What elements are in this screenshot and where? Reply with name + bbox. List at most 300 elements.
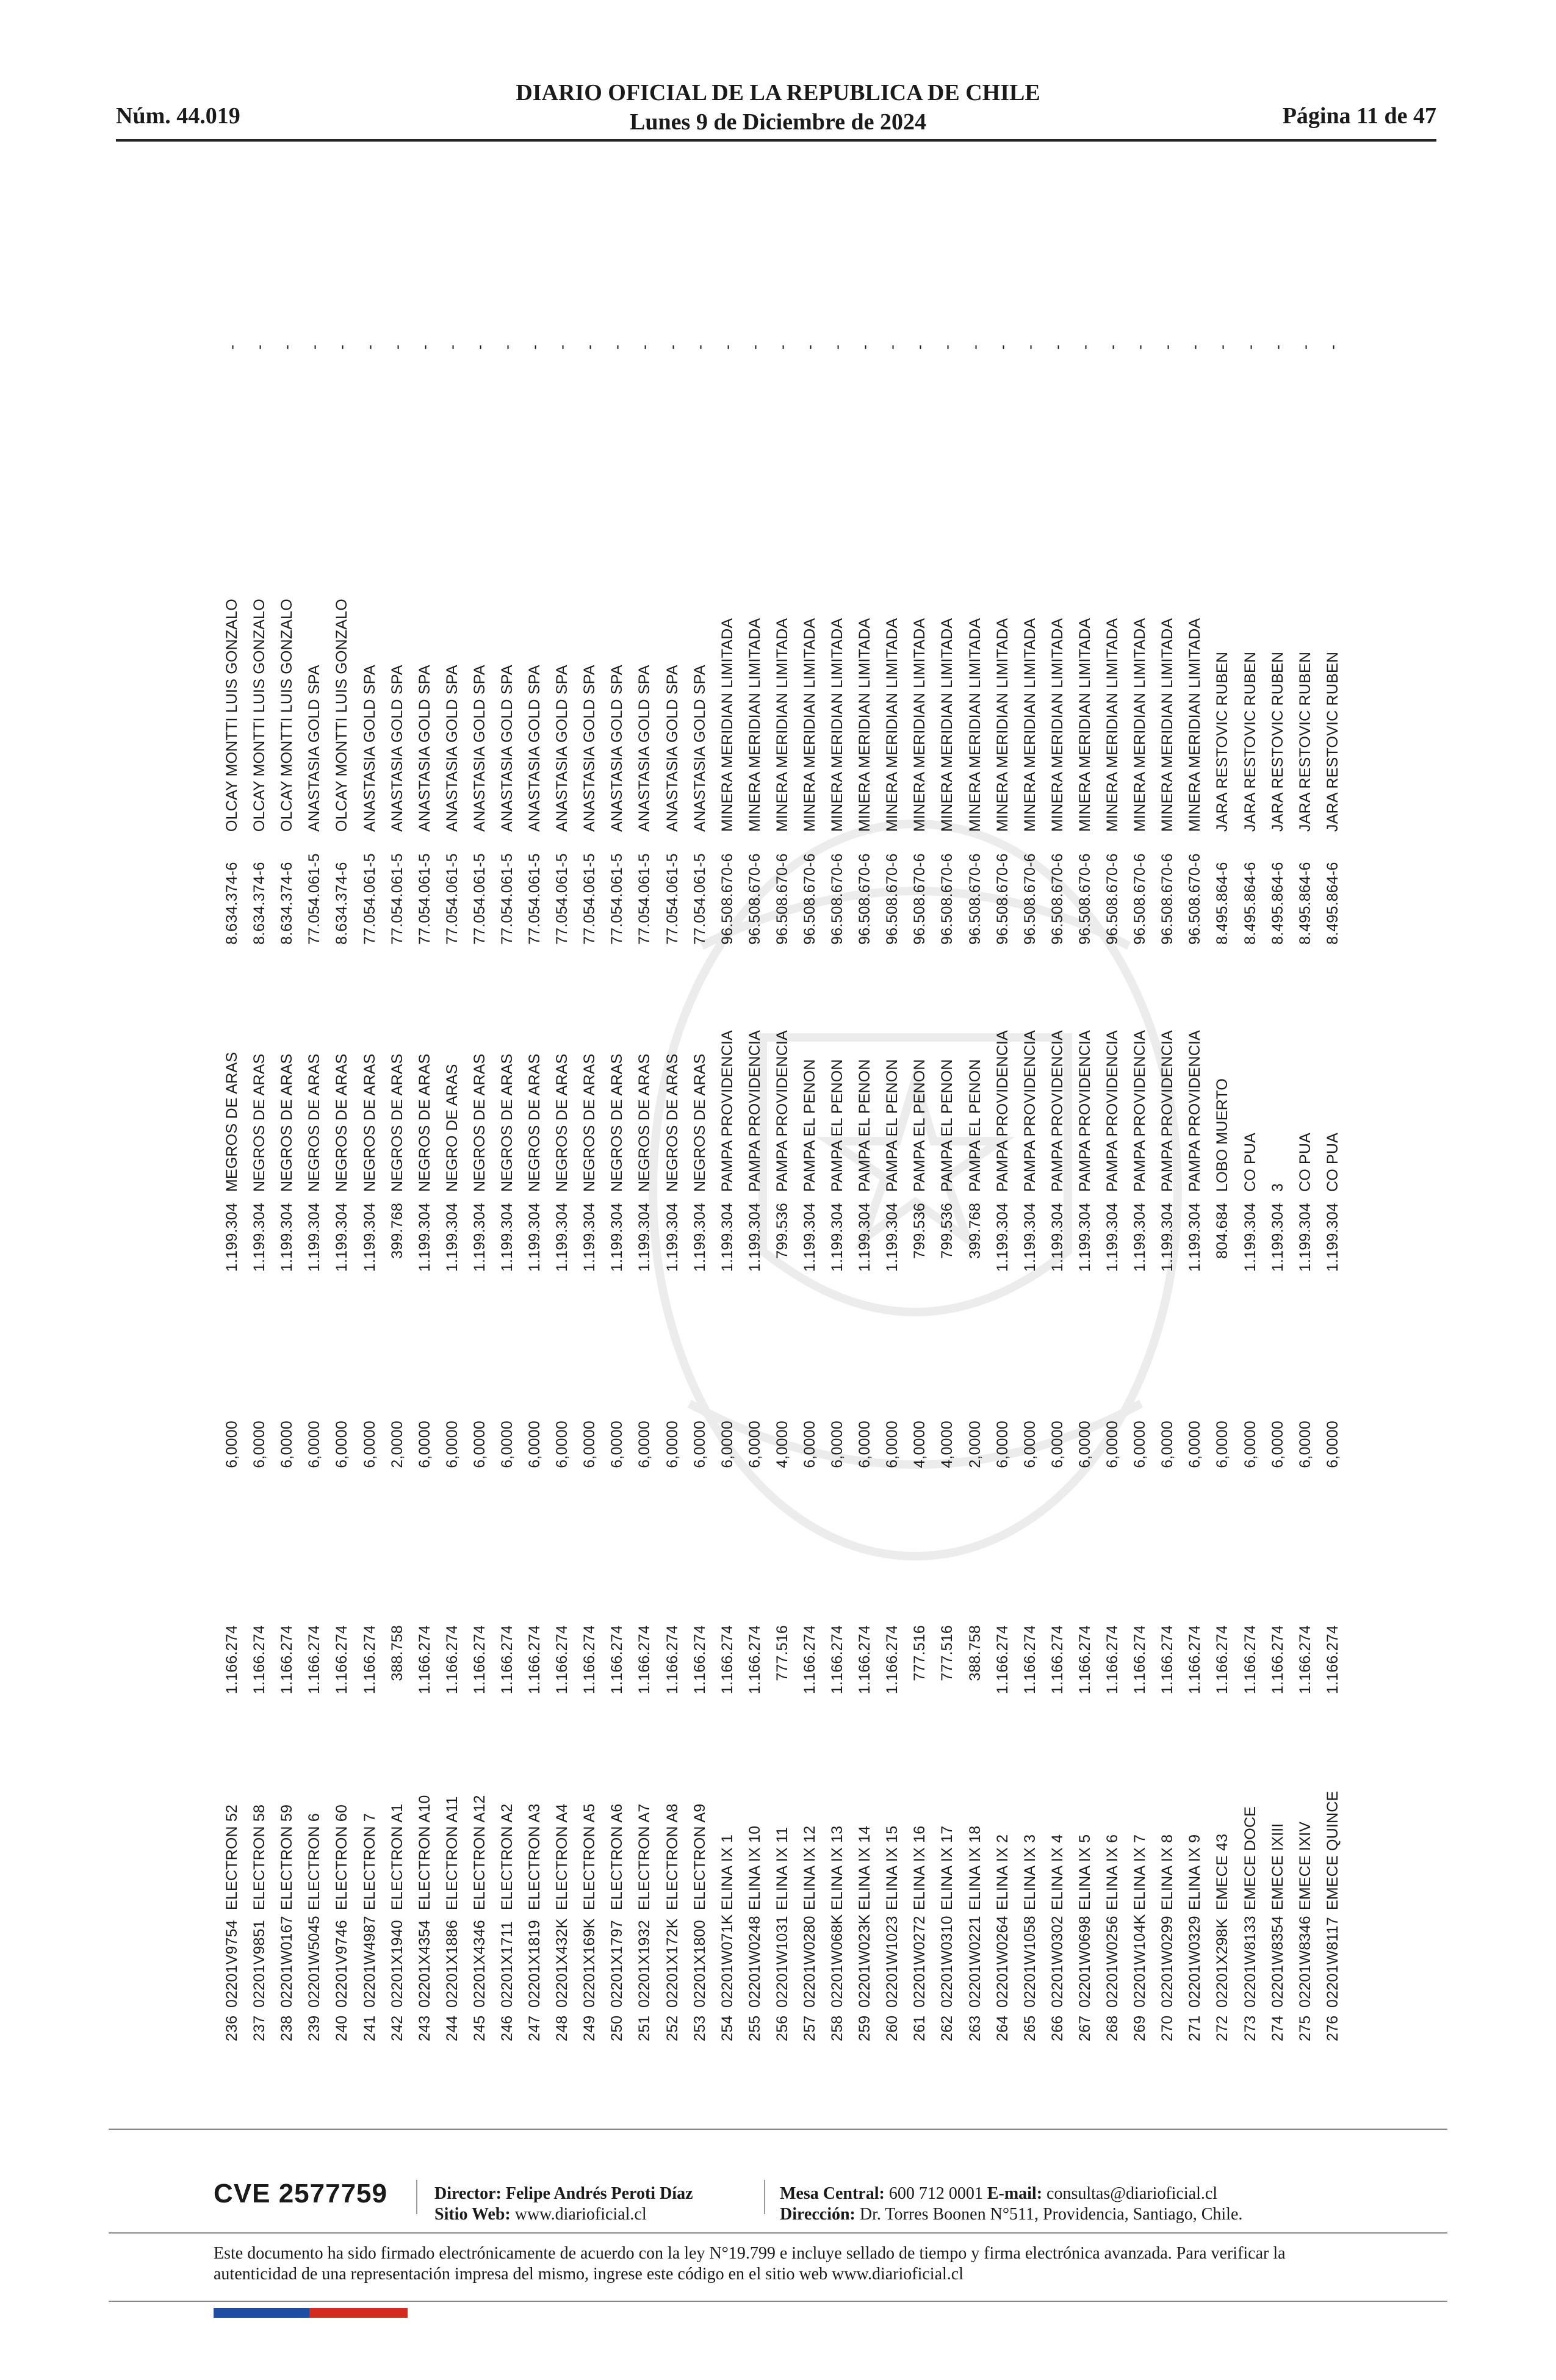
owner-name-cell: OLCAY MONTTI LUIS GONZALO [251, 599, 268, 832]
dash-marker-cell: - [1324, 344, 1341, 350]
location-name-cell: NEGROS DE ARAS [581, 1053, 599, 1192]
concession-name-cell: ELINA IX 5 [1076, 1834, 1093, 1910]
table-row [1209, 217, 1236, 2041]
dash-marker-cell: - [361, 344, 378, 350]
concession-name-cell: ELECTRON A2 [498, 1803, 516, 1910]
concession-code-cell: 02201W071K [718, 1914, 736, 2008]
concession-code-cell: 02201W0256 [1104, 1916, 1122, 2008]
location-name-cell: PAMPA PROVIDENCIA [1186, 1030, 1204, 1192]
director-block [434, 2183, 693, 2225]
factor-value-cell: 6,0000 [278, 1421, 296, 1468]
contact-block [780, 2183, 1242, 2225]
dash-marker-cell: - [829, 344, 846, 350]
value-3-cell: 1.199.304 [1104, 1203, 1122, 1272]
dash-marker-cell: - [526, 344, 544, 350]
owner-rut-cell: 77.054.061-5 [581, 853, 599, 945]
concession-code-cell: 02201W0698 [1076, 1916, 1093, 2008]
factor-value-cell: 6,0000 [884, 1421, 901, 1468]
concession-code-cell: 02201X172K [663, 1918, 681, 2008]
value-3-cell: 799.536 [911, 1203, 929, 1259]
concession-name-cell: ELINA IX 18 [966, 1825, 984, 1910]
owner-rut-cell: 77.054.061-5 [498, 853, 516, 945]
factor-value-cell: 6,0000 [691, 1421, 708, 1468]
row-number-cell: 258 [829, 2015, 846, 2041]
table-row [273, 217, 301, 2041]
owner-name-cell: MINERA MERIDIAN LIMITADA [829, 618, 846, 832]
row-number-cell: 264 [993, 2015, 1011, 2041]
table-row [1017, 217, 1044, 2041]
value-1-cell: 1.166.274 [856, 1625, 874, 1695]
row-number-cell: 269 [1131, 2015, 1149, 2041]
owner-rut-cell: 8.634.374-6 [251, 862, 268, 945]
dash-marker-cell: - [1214, 344, 1231, 350]
owner-name-cell: MINERA MERIDIAN LIMITADA [718, 618, 736, 832]
location-name-cell: CO PUA [1241, 1132, 1259, 1192]
owner-name-cell: JARA RESTOVIC RUBEN [1324, 651, 1341, 832]
location-name-cell: MEGROS DE ARAS [223, 1051, 241, 1192]
row-number-cell: 243 [416, 2015, 433, 2041]
footer-separator [416, 2180, 417, 2214]
concession-name-cell: ELECTRON A5 [581, 1803, 599, 1910]
value-3-cell: 1.199.304 [746, 1203, 763, 1272]
owner-rut-cell: 96.508.670-6 [1131, 853, 1149, 945]
owner-rut-cell: 96.508.670-6 [1104, 853, 1122, 945]
concession-code-cell: 02201W068K [829, 1914, 846, 2008]
concession-name-cell: ELINA IX 17 [938, 1825, 956, 1910]
concession-code-cell: 02201X1797 [608, 1920, 626, 2008]
owner-rut-cell: 96.508.670-6 [1159, 853, 1176, 945]
flag-red-segment [309, 2308, 408, 2318]
dash-marker-cell: - [388, 344, 406, 350]
row-number-cell: 261 [911, 2015, 929, 2041]
value-1-cell: 1.166.274 [361, 1625, 378, 1695]
owner-name-cell: MINERA MERIDIAN LIMITADA [1131, 618, 1149, 832]
concession-name-cell: ELECTRON 7 [361, 1813, 378, 1910]
table-row [576, 217, 603, 2041]
owner-rut-cell: 96.508.670-6 [746, 853, 763, 945]
location-name-cell: PAMPA EL PENON [938, 1059, 956, 1192]
location-name-cell: NEGROS DE ARAS [361, 1053, 378, 1192]
factor-value-cell: 6,0000 [718, 1421, 736, 1468]
table-row [1154, 217, 1181, 2041]
dash-marker-cell: - [498, 344, 516, 350]
value-1-cell: 1.166.274 [993, 1625, 1011, 1695]
director-label: Director: [434, 2184, 502, 2203]
value-1-cell: 1.166.274 [306, 1625, 323, 1695]
location-name-cell: NEGROS DE ARAS [470, 1053, 488, 1192]
owner-rut-cell: 96.508.670-6 [993, 853, 1011, 945]
factor-value-cell: 6,0000 [636, 1421, 654, 1468]
value-1-cell: 1.166.274 [333, 1625, 351, 1695]
value-3-cell: 1.199.304 [223, 1203, 241, 1272]
concession-code-cell: 02201X1932 [636, 1920, 654, 2008]
factor-value-cell: 6,0000 [416, 1421, 433, 1468]
location-name-cell: PAMPA PROVIDENCIA [1131, 1030, 1149, 1192]
owner-name-cell: ANASTASIA GOLD SPA [388, 665, 406, 832]
owner-rut-cell: 77.054.061-5 [526, 853, 544, 945]
row-number-cell: 271 [1186, 2015, 1204, 2041]
concession-name-cell: ELINA IX 3 [1021, 1834, 1039, 1910]
table-row [494, 217, 521, 2041]
value-3-cell: 1.199.304 [1131, 1203, 1149, 1272]
value-3-cell: 1.199.304 [1296, 1203, 1314, 1272]
value-1-cell: 1.166.274 [1269, 1625, 1286, 1695]
factor-value-cell: 6,0000 [829, 1421, 846, 1468]
row-number-cell: 254 [718, 2015, 736, 2041]
concession-name-cell: ELINA IX 15 [884, 1825, 901, 1910]
factor-value-cell: 4,0000 [773, 1421, 791, 1468]
footer-divider-middle [109, 2232, 1447, 2234]
value-1-cell: 1.166.274 [416, 1625, 433, 1695]
concession-name-cell: ELINA IX 8 [1159, 1834, 1176, 1910]
value-1-cell: 1.166.274 [608, 1625, 626, 1695]
value-1-cell: 1.166.274 [1104, 1625, 1122, 1695]
owner-rut-cell: 77.054.061-5 [361, 853, 378, 945]
mining-concessions-table [218, 217, 1341, 2041]
row-number-cell: 247 [526, 2015, 544, 2041]
table-row [769, 217, 796, 2041]
owner-rut-cell: 8.634.374-6 [333, 862, 351, 945]
factor-value-cell: 6,0000 [993, 1421, 1011, 1468]
table-row [603, 217, 631, 2041]
table-row [824, 217, 851, 2041]
concession-name-cell: ELECTRON A6 [608, 1803, 626, 1910]
owner-rut-cell: 77.054.061-5 [608, 853, 626, 945]
owner-name-cell: ANASTASIA GOLD SPA [443, 665, 461, 832]
value-1-cell: 388.758 [966, 1625, 984, 1681]
concession-name-cell: EMECE 43 [1214, 1833, 1231, 1910]
owner-rut-cell: 77.054.061-5 [306, 853, 323, 945]
row-number-cell: 255 [746, 2015, 763, 2041]
concession-code-cell: 02201W1023 [884, 1916, 901, 2008]
row-number-cell: 259 [856, 2015, 874, 2041]
location-name-cell: PAMPA PROVIDENCIA [1021, 1030, 1039, 1192]
value-1-cell: 1.166.274 [801, 1625, 819, 1695]
concession-code-cell: 02201W0264 [993, 1916, 1011, 2008]
concession-name-cell: ELINA IX 6 [1104, 1834, 1122, 1910]
value-1-cell: 1.166.274 [718, 1625, 736, 1695]
row-number-cell: 240 [333, 2015, 351, 2041]
row-number-cell: 267 [1076, 2015, 1093, 2041]
factor-value-cell: 6,0000 [526, 1421, 544, 1468]
newspaper-title-line1: DIARIO OFICIAL DE LA REPUBLICA DE CHILE [516, 80, 1040, 106]
value-1-cell: 1.166.274 [526, 1625, 544, 1695]
value-1-cell: 1.166.274 [1241, 1625, 1259, 1695]
dash-marker-cell: - [608, 344, 626, 350]
factor-value-cell: 4,0000 [938, 1421, 956, 1468]
value-1-cell: 777.516 [938, 1625, 956, 1681]
mesa-phone: 600 712 0001 [888, 2184, 983, 2203]
row-number-cell: 266 [1048, 2015, 1066, 2041]
owner-rut-cell: 8.495.864-6 [1269, 862, 1286, 945]
row-number-cell: 236 [223, 2015, 241, 2041]
row-number-cell: 242 [388, 2015, 406, 2041]
value-1-cell: 777.516 [911, 1625, 929, 1681]
value-1-cell: 1.166.274 [829, 1625, 846, 1695]
location-name-cell: CO PUA [1324, 1132, 1341, 1192]
owner-rut-cell: 96.508.670-6 [856, 853, 874, 945]
factor-value-cell: 6,0000 [306, 1421, 323, 1468]
value-3-cell: 1.199.304 [1269, 1203, 1286, 1272]
location-name-cell: 3 [1269, 1183, 1286, 1192]
value-3-cell: 1.199.304 [553, 1203, 571, 1272]
row-number-cell: 239 [306, 2015, 323, 2041]
value-3-cell: 1.199.304 [884, 1203, 901, 1272]
location-name-cell: NEGROS DE ARAS [608, 1053, 626, 1192]
row-number-cell: 238 [278, 2015, 296, 2041]
factor-value-cell: 6,0000 [1159, 1421, 1176, 1468]
owner-name-cell: ANASTASIA GOLD SPA [526, 665, 544, 832]
dash-marker-cell: - [223, 344, 241, 350]
dash-marker-cell: - [553, 344, 571, 350]
owner-name-cell: MINERA MERIDIAN LIMITADA [1159, 618, 1176, 832]
address-value: Dr. Torres Boonen N°511, Providencia, Santiago, Chile. [859, 2205, 1243, 2224]
location-name-cell: CO PUA [1296, 1132, 1314, 1192]
value-1-cell: 1.166.274 [1214, 1625, 1231, 1695]
concession-code-cell: 02201V9754 [223, 1920, 241, 2008]
value-1-cell: 1.166.274 [1324, 1625, 1341, 1695]
value-3-cell: 1.199.304 [361, 1203, 378, 1272]
location-name-cell: NEGROS DE ARAS [691, 1053, 708, 1192]
concession-name-cell: ELECTRON 60 [333, 1804, 351, 1910]
factor-value-cell: 6,0000 [1186, 1421, 1204, 1468]
dash-marker-cell: - [636, 344, 654, 350]
concession-code-cell: 02201W0167 [278, 1916, 296, 2008]
value-3-cell: 1.199.304 [443, 1203, 461, 1272]
concession-name-cell: ELECTRON A1 [388, 1803, 406, 1910]
owner-name-cell: OLCAY MONTTI LUIS GONZALO [278, 599, 296, 832]
owner-rut-cell: 77.054.061-5 [663, 853, 681, 945]
table-row [659, 217, 686, 2041]
owner-name-cell: ANASTASIA GOLD SPA [608, 665, 626, 832]
dash-marker-cell: - [1296, 344, 1314, 350]
table-row [328, 217, 356, 2041]
dash-marker-cell: - [1048, 344, 1066, 350]
concession-name-cell: ELECTRON A11 [443, 1796, 461, 1910]
address-label: Dirección: [780, 2205, 855, 2224]
factor-value-cell: 6,0000 [1296, 1421, 1314, 1468]
row-number-cell: 260 [884, 2015, 901, 2041]
value-3-cell: 399.768 [966, 1203, 984, 1259]
value-1-cell: 1.166.274 [223, 1625, 241, 1695]
owner-rut-cell: 8.634.374-6 [278, 862, 296, 945]
row-number-cell: 248 [553, 2015, 571, 2041]
location-name-cell: NEGROS DE ARAS [306, 1053, 323, 1192]
value-3-cell: 1.199.304 [856, 1203, 874, 1272]
dash-marker-cell: - [884, 344, 901, 350]
value-3-cell: 1.199.304 [1159, 1203, 1176, 1272]
owner-name-cell: ANASTASIA GOLD SPA [416, 665, 433, 832]
row-number-cell: 252 [663, 2015, 681, 2041]
table-row [686, 217, 714, 2041]
concession-code-cell: 02201W0272 [911, 1916, 929, 2008]
row-number-cell: 245 [470, 2015, 488, 2041]
factor-value-cell: 6,0000 [1324, 1421, 1341, 1468]
owner-rut-cell: 77.054.061-5 [553, 853, 571, 945]
owner-name-cell: MINERA MERIDIAN LIMITADA [746, 618, 763, 832]
factor-value-cell: 6,0000 [333, 1421, 351, 1468]
owner-name-cell: ANASTASIA GOLD SPA [361, 665, 378, 832]
owner-name-cell: JARA RESTOVIC RUBEN [1296, 651, 1314, 832]
dash-marker-cell: - [1159, 344, 1176, 350]
row-number-cell: 256 [773, 2015, 791, 2041]
table-row [521, 217, 549, 2041]
concession-name-cell: ELINA IX 11 [773, 1826, 791, 1910]
owner-rut-cell: 96.508.670-6 [911, 853, 929, 945]
factor-value-cell: 2,0000 [388, 1421, 406, 1468]
concession-name-cell: ELECTRON A4 [553, 1803, 571, 1910]
value-3-cell: 1.199.304 [718, 1203, 736, 1272]
concession-name-cell: ELINA IX 1 [718, 1834, 736, 1910]
location-name-cell: PAMPA PROVIDENCIA [1076, 1030, 1093, 1192]
value-1-cell: 1.166.274 [1159, 1625, 1176, 1695]
concession-name-cell: ELINA IX 4 [1048, 1834, 1066, 1910]
location-name-cell: PAMPA EL PENON [801, 1059, 819, 1192]
value-1-cell: 1.166.274 [691, 1625, 708, 1695]
factor-value-cell: 2,0000 [966, 1421, 984, 1468]
concession-name-cell: ELECTRON 58 [251, 1804, 268, 1910]
value-1-cell: 1.166.274 [884, 1625, 901, 1695]
row-number-cell: 275 [1296, 2015, 1314, 2041]
dash-marker-cell: - [333, 344, 351, 350]
location-name-cell: PAMPA PROVIDENCIA [746, 1030, 763, 1192]
table-row [301, 217, 328, 2041]
row-number-cell: 265 [1021, 2015, 1039, 2041]
cve-code: CVE 2577759 [214, 2179, 387, 2209]
value-3-cell: 1.199.304 [1076, 1203, 1093, 1272]
owner-name-cell: ANASTASIA GOLD SPA [306, 665, 323, 832]
table-row [1072, 217, 1099, 2041]
owner-name-cell: JARA RESTOVIC RUBEN [1241, 651, 1259, 832]
location-name-cell: PAMPA PROVIDENCIA [993, 1030, 1011, 1192]
value-3-cell: 1.199.304 [1324, 1203, 1341, 1272]
concession-code-cell: 02201W8133 [1241, 1916, 1259, 2008]
value-3-cell: 1.199.304 [636, 1203, 654, 1272]
table-row [989, 217, 1017, 2041]
table-row [1236, 217, 1264, 2041]
owner-name-cell: OLCAY MONTTI LUIS GONZALO [333, 599, 351, 832]
dash-marker-cell: - [306, 344, 323, 350]
dash-marker-cell: - [278, 344, 296, 350]
concession-name-cell: ELECTRON A12 [470, 1795, 488, 1910]
owner-rut-cell: 96.508.670-6 [773, 853, 791, 945]
owner-rut-cell: 96.508.670-6 [801, 853, 819, 945]
table-row [1044, 217, 1072, 2041]
owner-rut-cell: 77.054.061-5 [443, 853, 461, 945]
dash-marker-cell: - [856, 344, 874, 350]
location-name-cell: NEGROS DE ARAS [278, 1053, 296, 1192]
owner-rut-cell: 96.508.670-6 [1186, 853, 1204, 945]
value-3-cell: 1.199.304 [663, 1203, 681, 1272]
dash-marker-cell: - [966, 344, 984, 350]
owner-rut-cell: 77.054.061-5 [691, 853, 708, 945]
concession-code-cell: 02201X298K [1214, 1918, 1231, 2008]
concession-code-cell: 02201X4346 [470, 1920, 488, 2008]
email-label: E-mail: [987, 2184, 1043, 2203]
table-row [714, 217, 741, 2041]
factor-value-cell: 6,0000 [856, 1421, 874, 1468]
concession-code-cell: 02201X1711 [498, 1921, 516, 2008]
value-3-cell: 804.684 [1214, 1203, 1231, 1259]
value-1-cell: 1.166.274 [581, 1625, 599, 1695]
factor-value-cell: 6,0000 [1241, 1421, 1259, 1468]
owner-name-cell: ANASTASIA GOLD SPA [636, 665, 654, 832]
factor-value-cell: 6,0000 [1048, 1421, 1066, 1468]
factor-value-cell: 6,0000 [498, 1421, 516, 1468]
factor-value-cell: 6,0000 [1076, 1421, 1093, 1468]
factor-value-cell: 6,0000 [1131, 1421, 1149, 1468]
location-name-cell: NEGROS DE ARAS [416, 1053, 433, 1192]
dash-marker-cell: - [251, 344, 268, 350]
concession-code-cell: 02201W1058 [1021, 1916, 1039, 2008]
owner-name-cell: JARA RESTOVIC RUBEN [1214, 651, 1231, 832]
row-number-cell: 241 [361, 2015, 378, 2041]
table-row [879, 217, 906, 2041]
owner-name-cell: JARA RESTOVIC RUBEN [1269, 651, 1286, 832]
owner-name-cell: OLCAY MONTTI LUIS GONZALO [223, 599, 241, 832]
concession-code-cell: 02201W0299 [1159, 1916, 1176, 2008]
concession-code-cell: 02201W0221 [966, 1916, 984, 2008]
table-row [1319, 217, 1347, 2041]
owner-name-cell: MINERA MERIDIAN LIMITADA [911, 618, 929, 832]
factor-value-cell: 6,0000 [251, 1421, 268, 1468]
value-3-cell: 1.199.304 [416, 1203, 433, 1272]
owner-name-cell: ANASTASIA GOLD SPA [470, 665, 488, 832]
location-name-cell: PAMPA PROVIDENCIA [773, 1030, 791, 1192]
concession-name-cell: ELINA IX 9 [1186, 1834, 1204, 1910]
row-number-cell: 257 [801, 2015, 819, 2041]
email-link[interactable]: consultas@diarioficial.cl [1046, 2184, 1218, 2203]
location-name-cell: NEGRO DE ARAS [443, 1064, 461, 1192]
row-number-cell: 249 [581, 2015, 599, 2041]
owner-rut-cell: 96.508.670-6 [1048, 853, 1066, 945]
concession-code-cell: 02201W104K [1131, 1914, 1149, 2008]
row-number-cell: 250 [608, 2015, 626, 2041]
value-1-cell: 1.166.274 [251, 1625, 268, 1695]
site-link[interactable]: www.diarioficial.cl [514, 2205, 647, 2224]
location-name-cell: PAMPA EL PENON [911, 1059, 929, 1192]
factor-value-cell: 6,0000 [470, 1421, 488, 1468]
location-name-cell: NEGROS DE ARAS [251, 1053, 268, 1192]
dash-marker-cell: - [773, 344, 791, 350]
value-1-cell: 1.166.274 [1186, 1625, 1204, 1695]
value-3-cell: 1.199.304 [333, 1203, 351, 1272]
table-row [356, 217, 383, 2041]
owner-rut-cell: 8.495.864-6 [1241, 862, 1259, 945]
owner-rut-cell: 77.054.061-5 [388, 853, 406, 945]
table-row [1181, 217, 1209, 2041]
concession-name-cell: EMECE IXIV [1296, 1821, 1314, 1910]
location-name-cell: NEGROS DE ARAS [663, 1053, 681, 1192]
dash-marker-cell: - [416, 344, 433, 350]
value-1-cell: 1.166.274 [1131, 1625, 1149, 1695]
owner-name-cell: ANASTASIA GOLD SPA [498, 665, 516, 832]
value-3-cell: 1.199.304 [691, 1203, 708, 1272]
footer-divider-top [109, 2129, 1447, 2130]
owner-name-cell: MINERA MERIDIAN LIMITADA [1048, 618, 1066, 832]
value-3-cell: 799.536 [938, 1203, 956, 1259]
value-1-cell: 388.758 [388, 1625, 406, 1681]
owner-name-cell: MINERA MERIDIAN LIMITADA [966, 618, 984, 832]
dash-marker-cell: - [1131, 344, 1149, 350]
value-3-cell: 1.199.304 [608, 1203, 626, 1272]
factor-value-cell: 6,0000 [663, 1421, 681, 1468]
concession-name-cell: ELINA IX 14 [856, 1825, 874, 1910]
director-name: Felipe Andrés Peroti Díaz [505, 2184, 693, 2203]
owner-rut-cell: 77.054.061-5 [636, 853, 654, 945]
owner-rut-cell: 8.495.864-6 [1214, 862, 1231, 945]
owner-rut-cell: 96.508.670-6 [966, 853, 984, 945]
